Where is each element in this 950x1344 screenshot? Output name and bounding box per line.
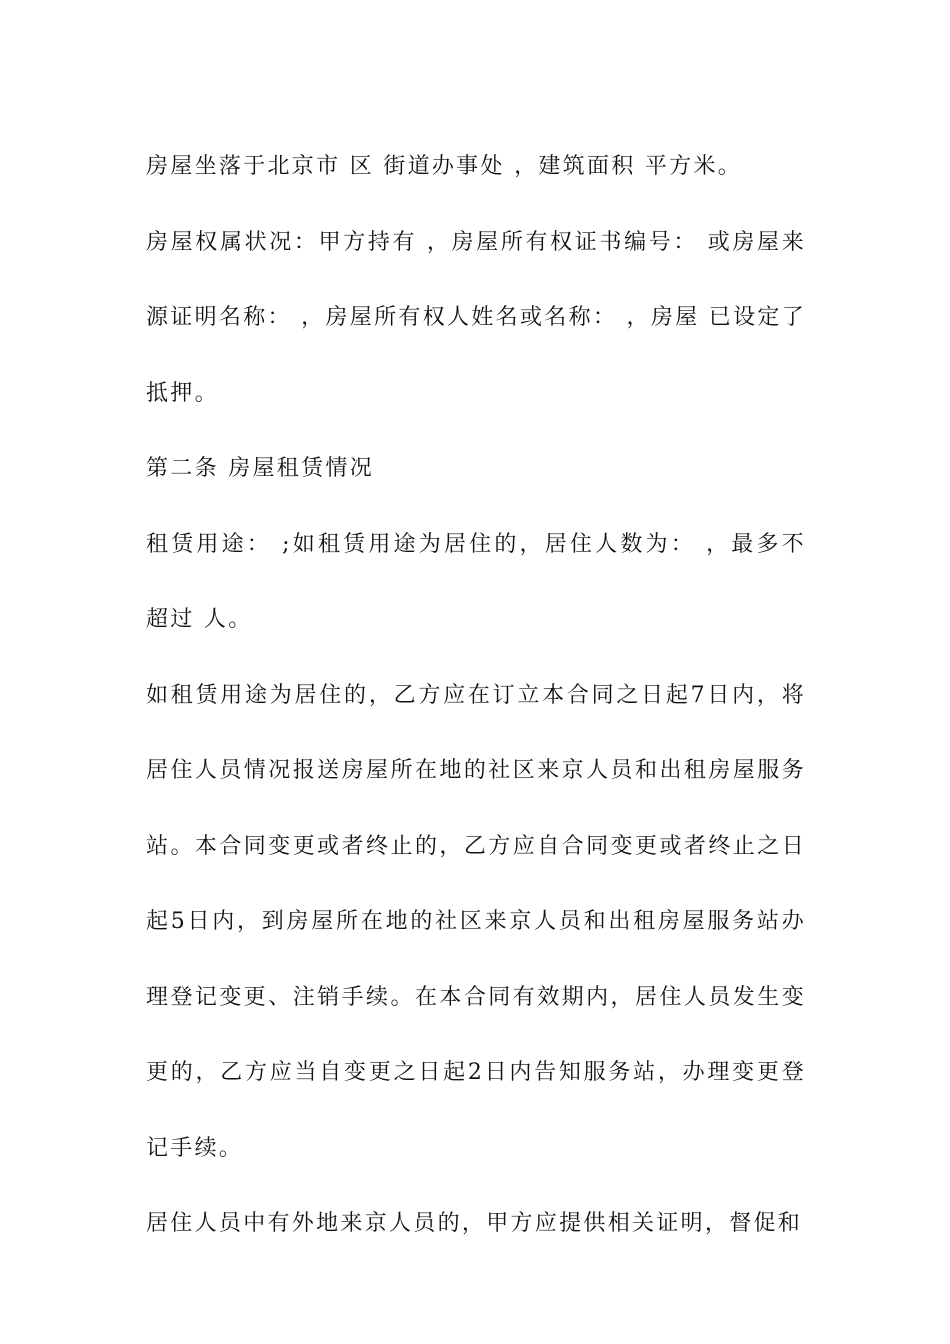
paragraph-ownership: 房屋权属状况：甲方持有 ，房屋所有权证书编号： 或房屋来源证明名称： ，房屋所有权人姓名或名称： ，房屋 已设定了抵押。 (146, 229, 806, 406)
paragraph-usage: 租赁用途： ;如租赁用途为居住的，居住人数为： ，最多不超过 人。 (146, 531, 806, 632)
paragraph-residents: 居住人员中有外地来京人员的，甲方应提供相关证明，督促和 (146, 1211, 803, 1236)
paragraph-location: 房屋坐落于北京市 区 街道办事处 ，建筑面积 平方米。 (146, 154, 743, 179)
section-heading: 第二条 房屋租赁情况 (146, 456, 374, 481)
paragraph-registration: 如租赁用途为居住的，乙方应在订立本合同之日起7日内，将居住人员情况报送房屋所在地的社区来京人员和出租房屋服务站。本合同变更或者终止的，乙方应自合同变更或者终止之日起5日内，到房屋所在地的社区来京人员和出租房屋服务站办理登记变更、注销手续。在本合同有效期内，居住人员发生变更的，乙方应当自变更之日起2日内告知服务站，办理变更登记手续。 (146, 682, 806, 1161)
document-body (146, 129, 806, 1262)
